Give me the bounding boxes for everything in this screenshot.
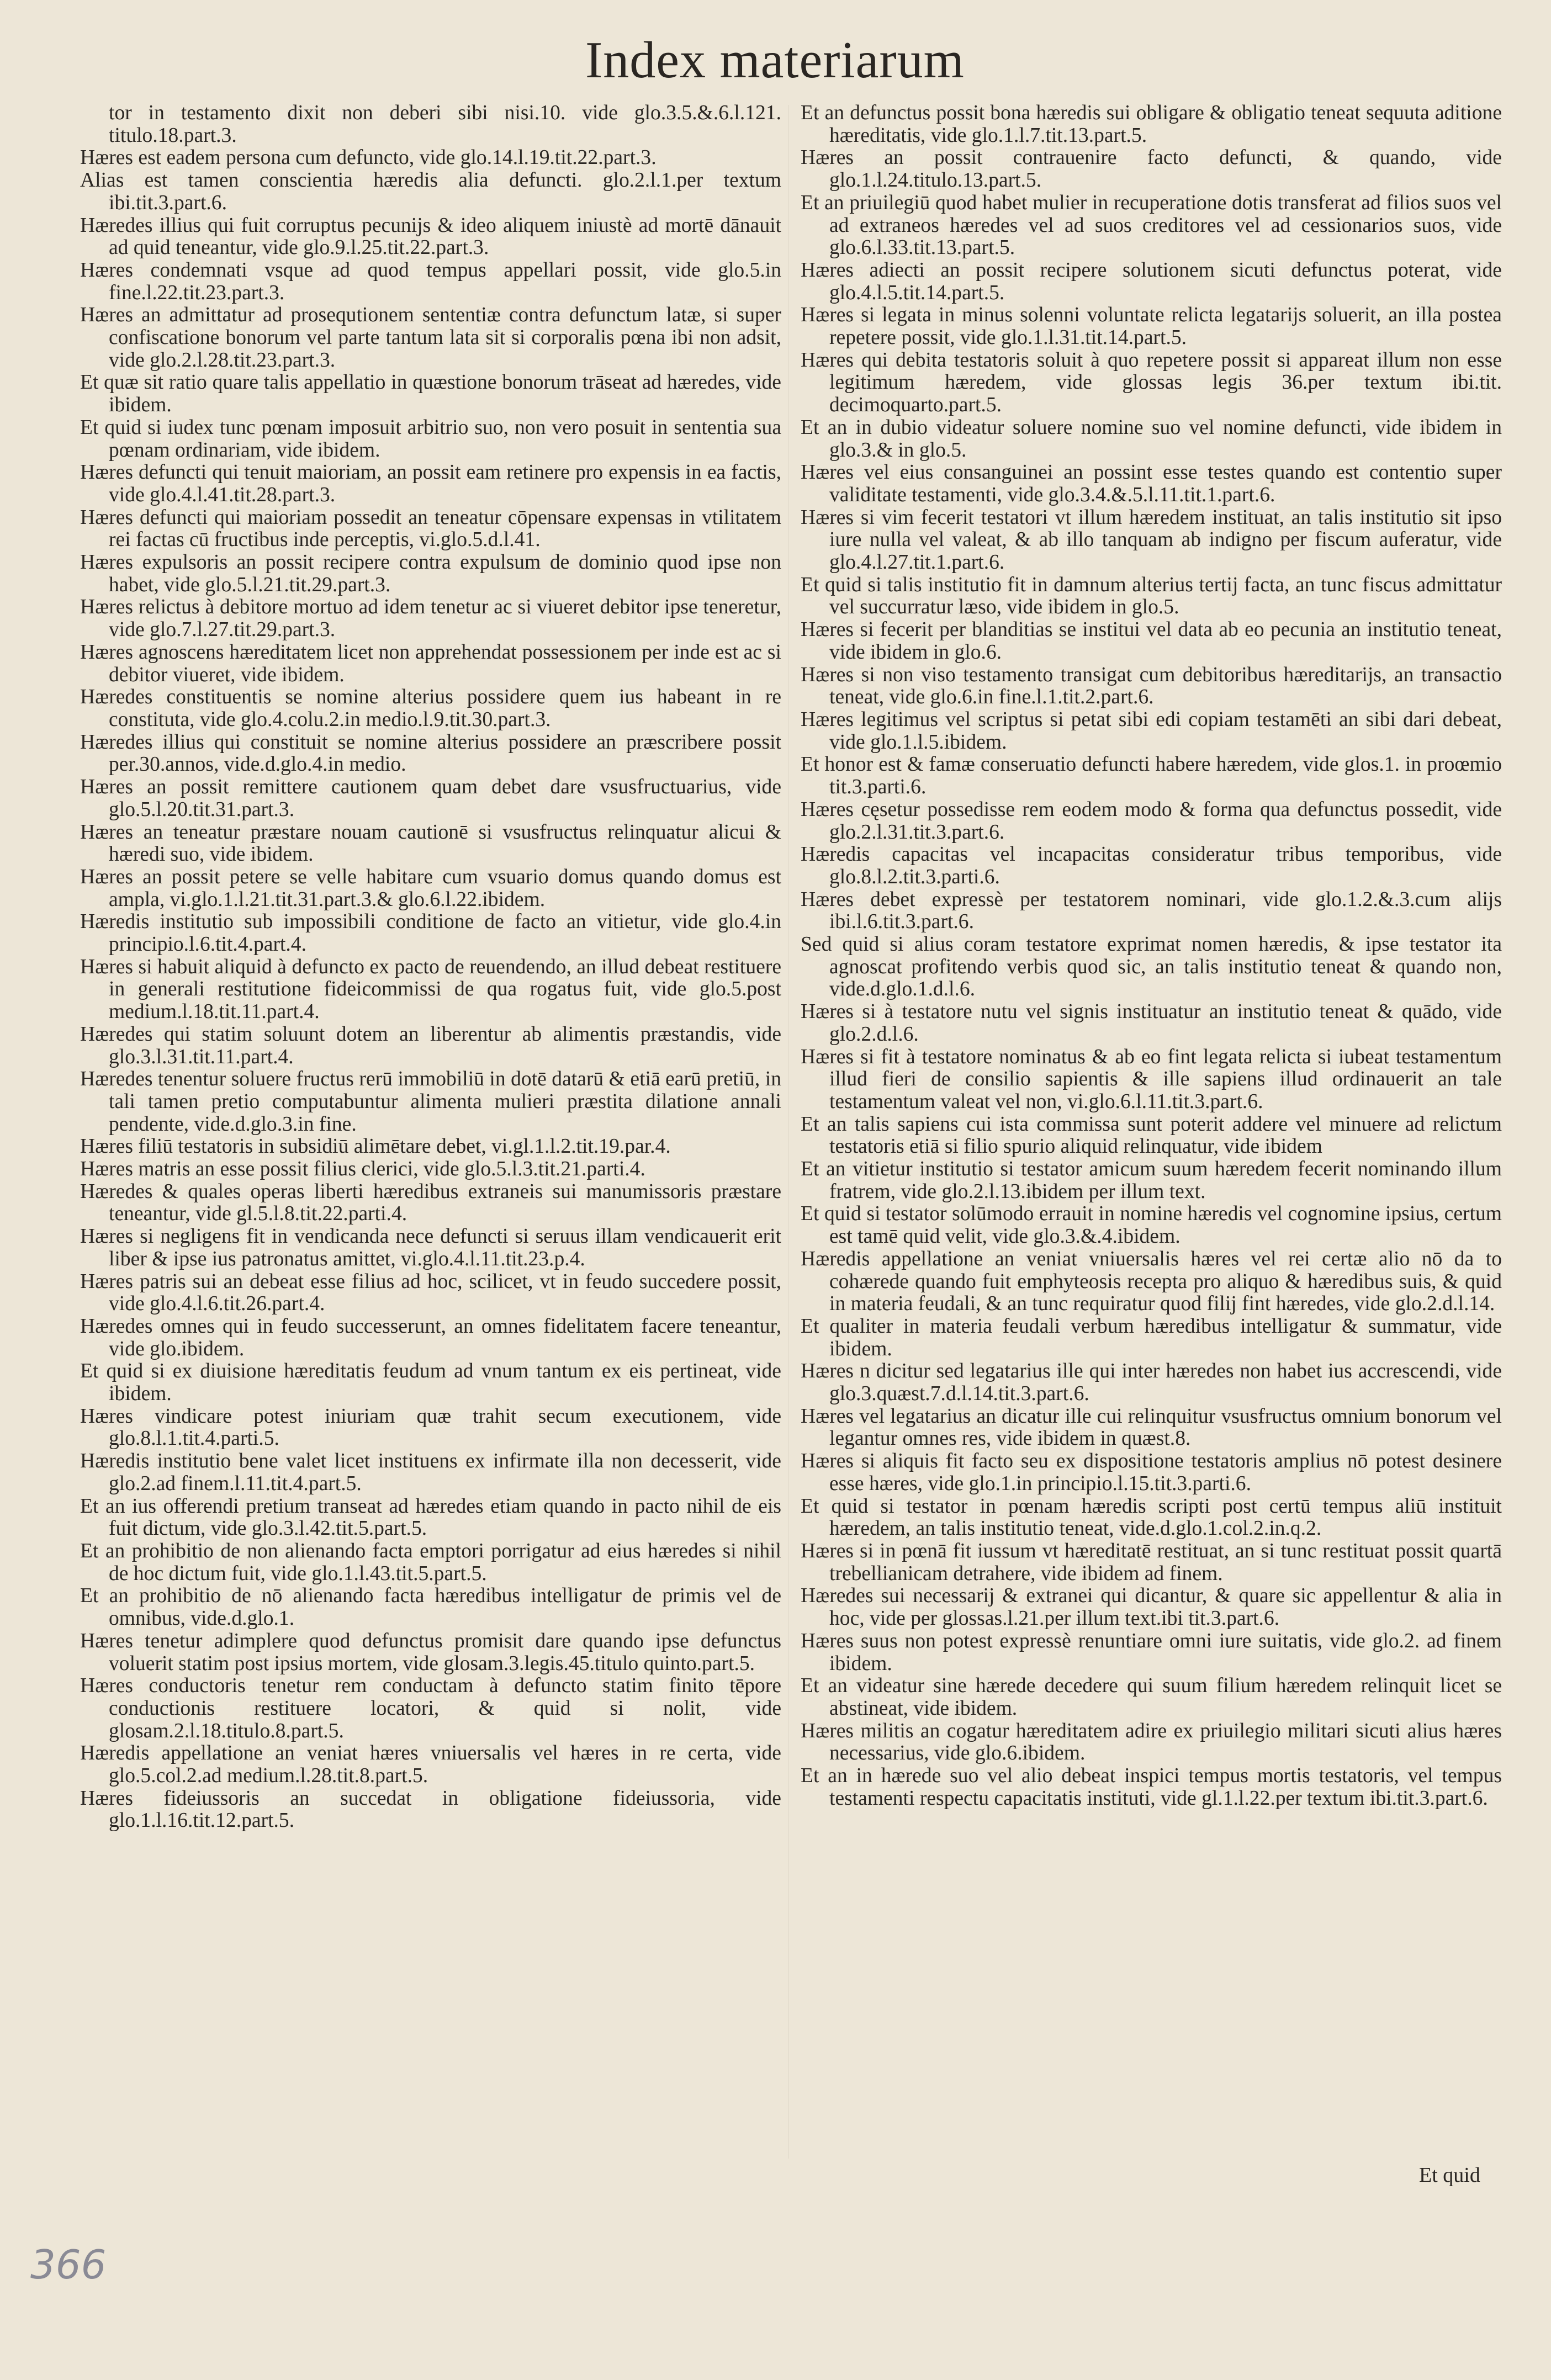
folio-number-handwritten: 366 [30,2241,107,2288]
index-entry: Hæres filiū testatoris in subsidiū alimētare debet, vi.gl.1.l.2.tit.19.par.4. [80,1136,671,1158]
index-entry: Hæredes omnes qui in feudo successerunt, an omnes fidelitatem facere teneantur, vide glo.ibidem. [80,1315,781,1360]
index-entry: Hæres si à testatore nutu vel signis instituatur an institutio teneat & quādo, vide glo.2.d.l.6. [801,1001,1502,1046]
index-entry: Hæres an teneatur præstare nouam cautionē si vsusfructus relinquatur alicui & hæredi suo, vide ibidem. [80,821,781,866]
index-entry: Hæredes illius qui fuit corruptus pecunijs & ideo aliquem iniustè ad mortē dānauit ad quid teneantur, vide glo.9.l.25.tit.22.part.3. [80,214,781,259]
index-entry: Hæredes qui statim soluunt dotem an liberentur ab alimentis præstandis, vide glo.3.l.31.tit.11.part.4. [80,1023,781,1068]
index-entry: Hæredis capacitas vel incapacitas consideratur tribus temporibus, vide glo.8.l.2.tit.3.parti.6. [801,844,1502,888]
index-entry: Et an vitietur institutio si testator amicum suum hæredem fecerit nominando illum fratrem, vide glo.2.l.13.ibidem per illum text. [801,1158,1502,1203]
index-entry: Et an prohibitio de non alienando facta emptori porrigatur ad eius hæredes si nihil de hoc dictum fuit, vide glo.1.l.43.tit.5.part.5. [80,1540,781,1585]
index-entry: Sed quid si alius coram testatore exprimat nomen hæredis, & ipse testator ita agnoscat profitendo verbis quod sic, an talis institutio teneat & quando non, vide.d.glo.1.d.l.6. [801,934,1502,1001]
index-entry: Hæres conductoris tenetur rem conductam à defuncto statim finito tēpore conductionis restituere locatori, & quid si nolit, vide glosam.2.l.18.titulo.8.part.5. [80,1675,781,1742]
index-entry: Hæres an possit remittere cautionem quam debet dare vsusfructuarius, vide glo.5.l.20.tit.31.part.3. [80,776,781,821]
index-entry: Hæres si legata in minus solenni voluntate relicta legatarijs soluerit, an illa postea repetere possit, vide glo.1.l.31.tit.14.part.5. [801,304,1502,349]
index-entry: Hæredes tenentur soluere fructus rerū immobiliū in dotē datarū & etiā earū pretiū, in tali tamen pretio computabuntur alimenta mulieri præstita dilatione annali pendente, vide.d.glo.3.in fine. [80,1068,781,1136]
index-entry: Hæres relictus à debitore mortuo ad idem tenetur ac si viueret debitor ipse teneretur, vide glo.7.l.27.tit.29.part.3. [80,596,781,642]
index-entry: Hæres vel eius consanguinei an possint esse testes quando est contentio super validitate testamenti, vide glo.3.4.&.5.l.11.tit.1.part.6. [801,462,1502,506]
index-entry: Et quid si iudex tunc pœnam imposuit arbitrio suo, non vero posuit in sententia sua pœnam ordinariam, vide ibidem. [80,416,781,462]
index-entry: Hæres tenetur adimplere quod defunctus promisit dare quando ipse defunctus voluerit statim post ipsius mortem, vide glosam.3.legis.45.titulo quinto.part.5. [80,1630,781,1675]
catchword: Et quid [1419,2164,1480,2187]
index-entry: Hæres an possit petere se velle habitare cum vsuario domus quando domus est ampla, vi.glo.1.l.21.tit.31.part.3.& glo.6.l.22.ibidem. [80,866,781,911]
index-entry: Hæredes & quales operas liberti hæredibus extraneis sui manumissoris præstare teneantur, vide gl.5.l.8.tit.22.parti.4. [80,1180,781,1226]
index-entry: Hæres qui debita testatoris soluit à quo repetere possit si appareat illum non esse legitimum hæredem, vide glossas legis 36.per textum ibi.tit. decimoquarto.part.5. [801,349,1502,417]
index-entry: Hæres adiecti an possit recipere solutionem sicuti defunctus poterat, vide glo.4.l.5.tit.14.part.5. [801,259,1502,304]
index-entry: Hæredis institutio sub impossibili conditione de facto an vitietur, vide glo.4.in principio.l.6.tit.4.part.4. [80,911,781,956]
index-entry: Hæres si in pœnā fit iussum vt hæreditatē restituat, an si tunc restituat possit quartā trebellianicam detrahere, vide ibidem ad finem. [801,1540,1502,1585]
index-entry: Hæres vel legatarius an dicatur ille cui relinquitur vsusfructus omnium bonorum vel legantur omnes res, vide ibidem in quæst.8. [801,1405,1502,1450]
index-entry: Hæres est eadem persona cum defuncto, vide glo.14.l.19.tit.22.part.3. [80,147,657,169]
index-entry: Et quid si talis institutio fit in damnum alterius tertij facta, an tunc fiscus admittatur vel succurratur læso, vide ibidem in glo.5. [801,574,1502,619]
index-entry: Hæres si vim fecerit testatori vt illum hæredem instituat, an talis institutio sit ipso iure nulla vel valeat, & ab illo tanquam ab indigno per fiscum auferatur, vide glo.4.l.27.tit.1.part.6. [801,506,1502,574]
index-entry: Hæres an possit contrauenire facto defuncti, & quando, vide glo.1.l.24.titulo.13.part.5. [801,147,1502,192]
index-entry: Alias est tamen conscientia hæredis alia defuncti. glo.2.l.1.per textum ibi.tit.3.part.6. [80,169,781,214]
index-entry: Et quæ sit ratio quare talis appellatio in quæstione bonorum trāseat ad hæredes, vide ibidem. [80,372,781,417]
index-entry: Et qualiter in materia feudali verbum hæredibus intelligatur & summatur, vide ibidem. [801,1315,1502,1360]
index-entry: Et quid si ex diuisione hæreditatis feudum ad vnum tantum ex eis pertineat, vide ibidem. [80,1360,781,1406]
index-entry: Hæres defuncti qui tenuit maioriam, an possit eam retinere pro expensis in ea factis, vide glo.4.l.41.tit.28.part.3. [80,462,781,506]
index-entry: Hæres an admittatur ad prosequtionem sententiæ contra defunctum latæ, si super confiscatione bonorum vel parte tantum lata sit si corporalis pœna ibi non adsit, vide glo.2.l.28.tit.23.part.3. [80,304,781,372]
index-entry: Hæres expulsoris an possit recipere contra expulsum de dominio quod ipse non habet, vide glo.5.l.21.tit.29.part.3. [80,552,781,596]
index-entry: Hæredis institutio bene valet licet instituens ex infirmate illa non decesserit, vide glo.2.ad finem.l.11.tit.4.part.5. [80,1450,781,1495]
left-column [80,102,781,2178]
index-entry: Hæres matris an esse possit filius clerici, vide glo.5.l.3.tit.21.parti.4. [80,1158,645,1181]
index-entry: Hæres si habuit aliquid à defuncto ex pacto de reuendendo, an illud debeat restituere in generali restitutione fideicommissi de qua rogatus fuit, vide glo.5.post medium.l.18.tit.11.part.4. [80,956,781,1024]
index-entry: Et honor est & famæ conseruatio defuncti habere hæredem, vide glos.1. in proœmio tit.3.parti.6. [801,754,1502,799]
index-entry: Hæres agnoscens hæreditatem licet non apprehendat possessionem per inde est ac si debitor viueret, vide ibidem. [80,641,781,686]
index-entry: Hæres si non viso testamento transigat cum debitoribus hæreditarijs, an transactio teneat, vide glo.6.in fine.l.1.tit.2.part.6. [801,664,1502,709]
index-entry: Et an talis sapiens cui ista commissa sunt poterit addere vel minuere ad relictum testatoris etiā si filio spurio aliquid relinquatur, vide ibidem [801,1113,1502,1158]
index-entry: Hæres si aliquis fit facto seu ex dispositione testatoris amplius nō potest desinere esse hæres, vide glo.1.in principio.l.15.tit.3.parti.6. [801,1450,1502,1495]
index-entry: Hæres suus non potest expressè renuntiare omni iure suitatis, vide glo.2. ad finem ibidem. [801,1630,1502,1675]
index-entry: Et an videatur sine hærede decedere qui suum filium hæredem relinquit licet se abstineat, vide ibidem. [801,1675,1502,1720]
index-entry: Et an in dubio videatur soluere nomine suo vel nomine defuncti, vide ibidem in glo.3.& in glo.5. [801,416,1502,462]
index-entry: Et an priuilegiū quod habet mulier in recuperatione dotis transferat ad filios suos vel ad extraneos hæredes vel ad suos creditores vel ad cessionarios suos, vide glo.6.l.33.tit.13.part.5. [801,192,1502,259]
index-entry: Hæres si negligens fit in vendicanda nece defuncti si seruus illam vendicauerit erit liber & ipse ius patronatus amittet, vi.glo.4.l.11.tit.23.p.4. [80,1226,781,1270]
index-entry: Et an defunctus possit bona hæredis sui obligare & obligatio teneat sequuta aditione hæreditatis, vide glo.1.l.7.tit.13.part.5. [801,102,1502,147]
index-entry: tor in testamento dixit non deberi sibi nisi.10. vide glo.3.5.&.6.l.121. titulo.18.part.3. [109,102,781,147]
index-entry: Hæres fideiussoris an succedat in obligatione fideiussoria, vide glo.1.l.16.tit.12.part.5. [80,1787,781,1832]
index-entry: Hæres patris sui an debeat esse filius ad hoc, scilicet, vt in feudo succedere possit, vide glo.4.l.6.tit.26.part.4. [80,1270,781,1316]
index-entry: Hæres condemnati vsque ad quod tempus appellari possit, vide glo.5.in fine.l.22.tit.23.part.3. [80,259,781,304]
index-entry: Hæres n dicitur sed legatarius ille qui inter hæredes non habet ius accrescendi, vide glo.3.quæst.7.d.l.14.tit.3.part.6. [801,1360,1502,1406]
index-entry: Hæres cęsetur possedisse rem eodem modo & forma qua defunctus possedit, vide glo.2.l.31.tit.3.part.6. [801,798,1502,844]
index-entry: Hæres militis an cogatur hæreditatem adire ex priuilegio militari sicuti alius hæres necessarius, vide glo.6.ibidem. [801,1720,1502,1765]
index-entry: Et quid si testator solūmodo errauit in nomine hæredis vel cognomine ipsius, certum est tamē quid velit, vide glo.3.&.4.ibidem. [801,1203,1502,1248]
index-entry: Hæres si fit à testatore nominatus & ab eo fint legata relicta si iubeat testamentum illud fieri de consilio sapientis & ille sapiens illud ordinauerit an tale testamentum valeat vel non, vi.glo.6.l.11.tit.3.part.6. [801,1046,1502,1113]
column-gutter [788,105,789,2159]
index-entry: Hæres defuncti qui maioriam possedit an teneatur cōpensare expensas in vtilitatem rei factas cū fructibus inde perceptis, vi.glo.5.d.l.41. [80,506,781,552]
index-entry: Hæredes sui necessarij & extranei qui dicantur, & quare sic appellentur & alia in hoc, vide per glossas.l.21.per illum text.ibi tit.3.part.6. [801,1585,1502,1630]
index-entry: Hæres debet expressè per testatorem nominari, vide glo.1.2.&.3.cum alijs ibi.l.6.tit.3.part.6. [801,888,1502,934]
running-title: Index materiarum [585,31,965,89]
index-entry: Et an in hærede suo vel alio debeat inspici tempus mortis testatoris, vel tempus testamenti respectu capacitatis instituti, vide gl.1.l.22.per textum ibi.tit.3.part.6. [801,1765,1502,1810]
index-entry: Hæredes illius qui constituit se nomine alterius possidere an præscribere possit per.30.annos, vide.d.glo.4.in medio. [80,731,781,776]
index-entry: Hæredis appellatione an veniat vniuersalis hæres vel rei certæ alio nō da to cohærede quando fuit emphyteosis recepta pro aliquo & hæredibus suis, & quid in materia feudali, & an tunc requiratur quod filij fint hæredes, vide glo.2.d.l.14. [801,1248,1502,1316]
index-entry: Hæredis appellatione an veniat hæres vniuersalis vel hæres in re certa, vide glo.5.col.2.ad medium.l.28.tit.8.part.5. [80,1742,781,1788]
index-entry: Et an ius offerendi pretium transeat ad hæredes etiam quando in pacto nihil de eis fuit dictum, vide glo.3.l.42.tit.5.part.5. [80,1495,781,1540]
index-entry: Hæres si fecerit per blanditias se institui vel data ab eo pecunia an institutio teneat, vide ibidem in glo.6. [801,619,1502,664]
right-column [801,102,1502,2178]
index-entry: Hæres legitimus vel scriptus si petat sibi edi copiam testamēti an sibi dari debeat, vide glo.1.l.5.ibidem. [801,708,1502,754]
index-entry: Et an prohibitio de nō alienando facta hæredibus intelligatur de primis vel de omnibus, vide.d.glo.1. [80,1585,781,1630]
index-entry: Hæres vindicare potest iniuriam quæ trahit secum executionem, vide glo.8.l.1.tit.4.parti.5. [80,1405,781,1450]
index-entry: Et quid si testator in pœnam hæredis scripti post certū tempus aliū instituit hæredem, an talis institutio teneat, vide.d.glo.1.col.2.in.q.2. [801,1495,1502,1540]
index-entry: Hæredes constituentis se nomine alterius possidere quem ius habeant in re constituta, vide glo.4.colu.2.in medio.l.9.tit.30.part.3. [80,686,781,731]
